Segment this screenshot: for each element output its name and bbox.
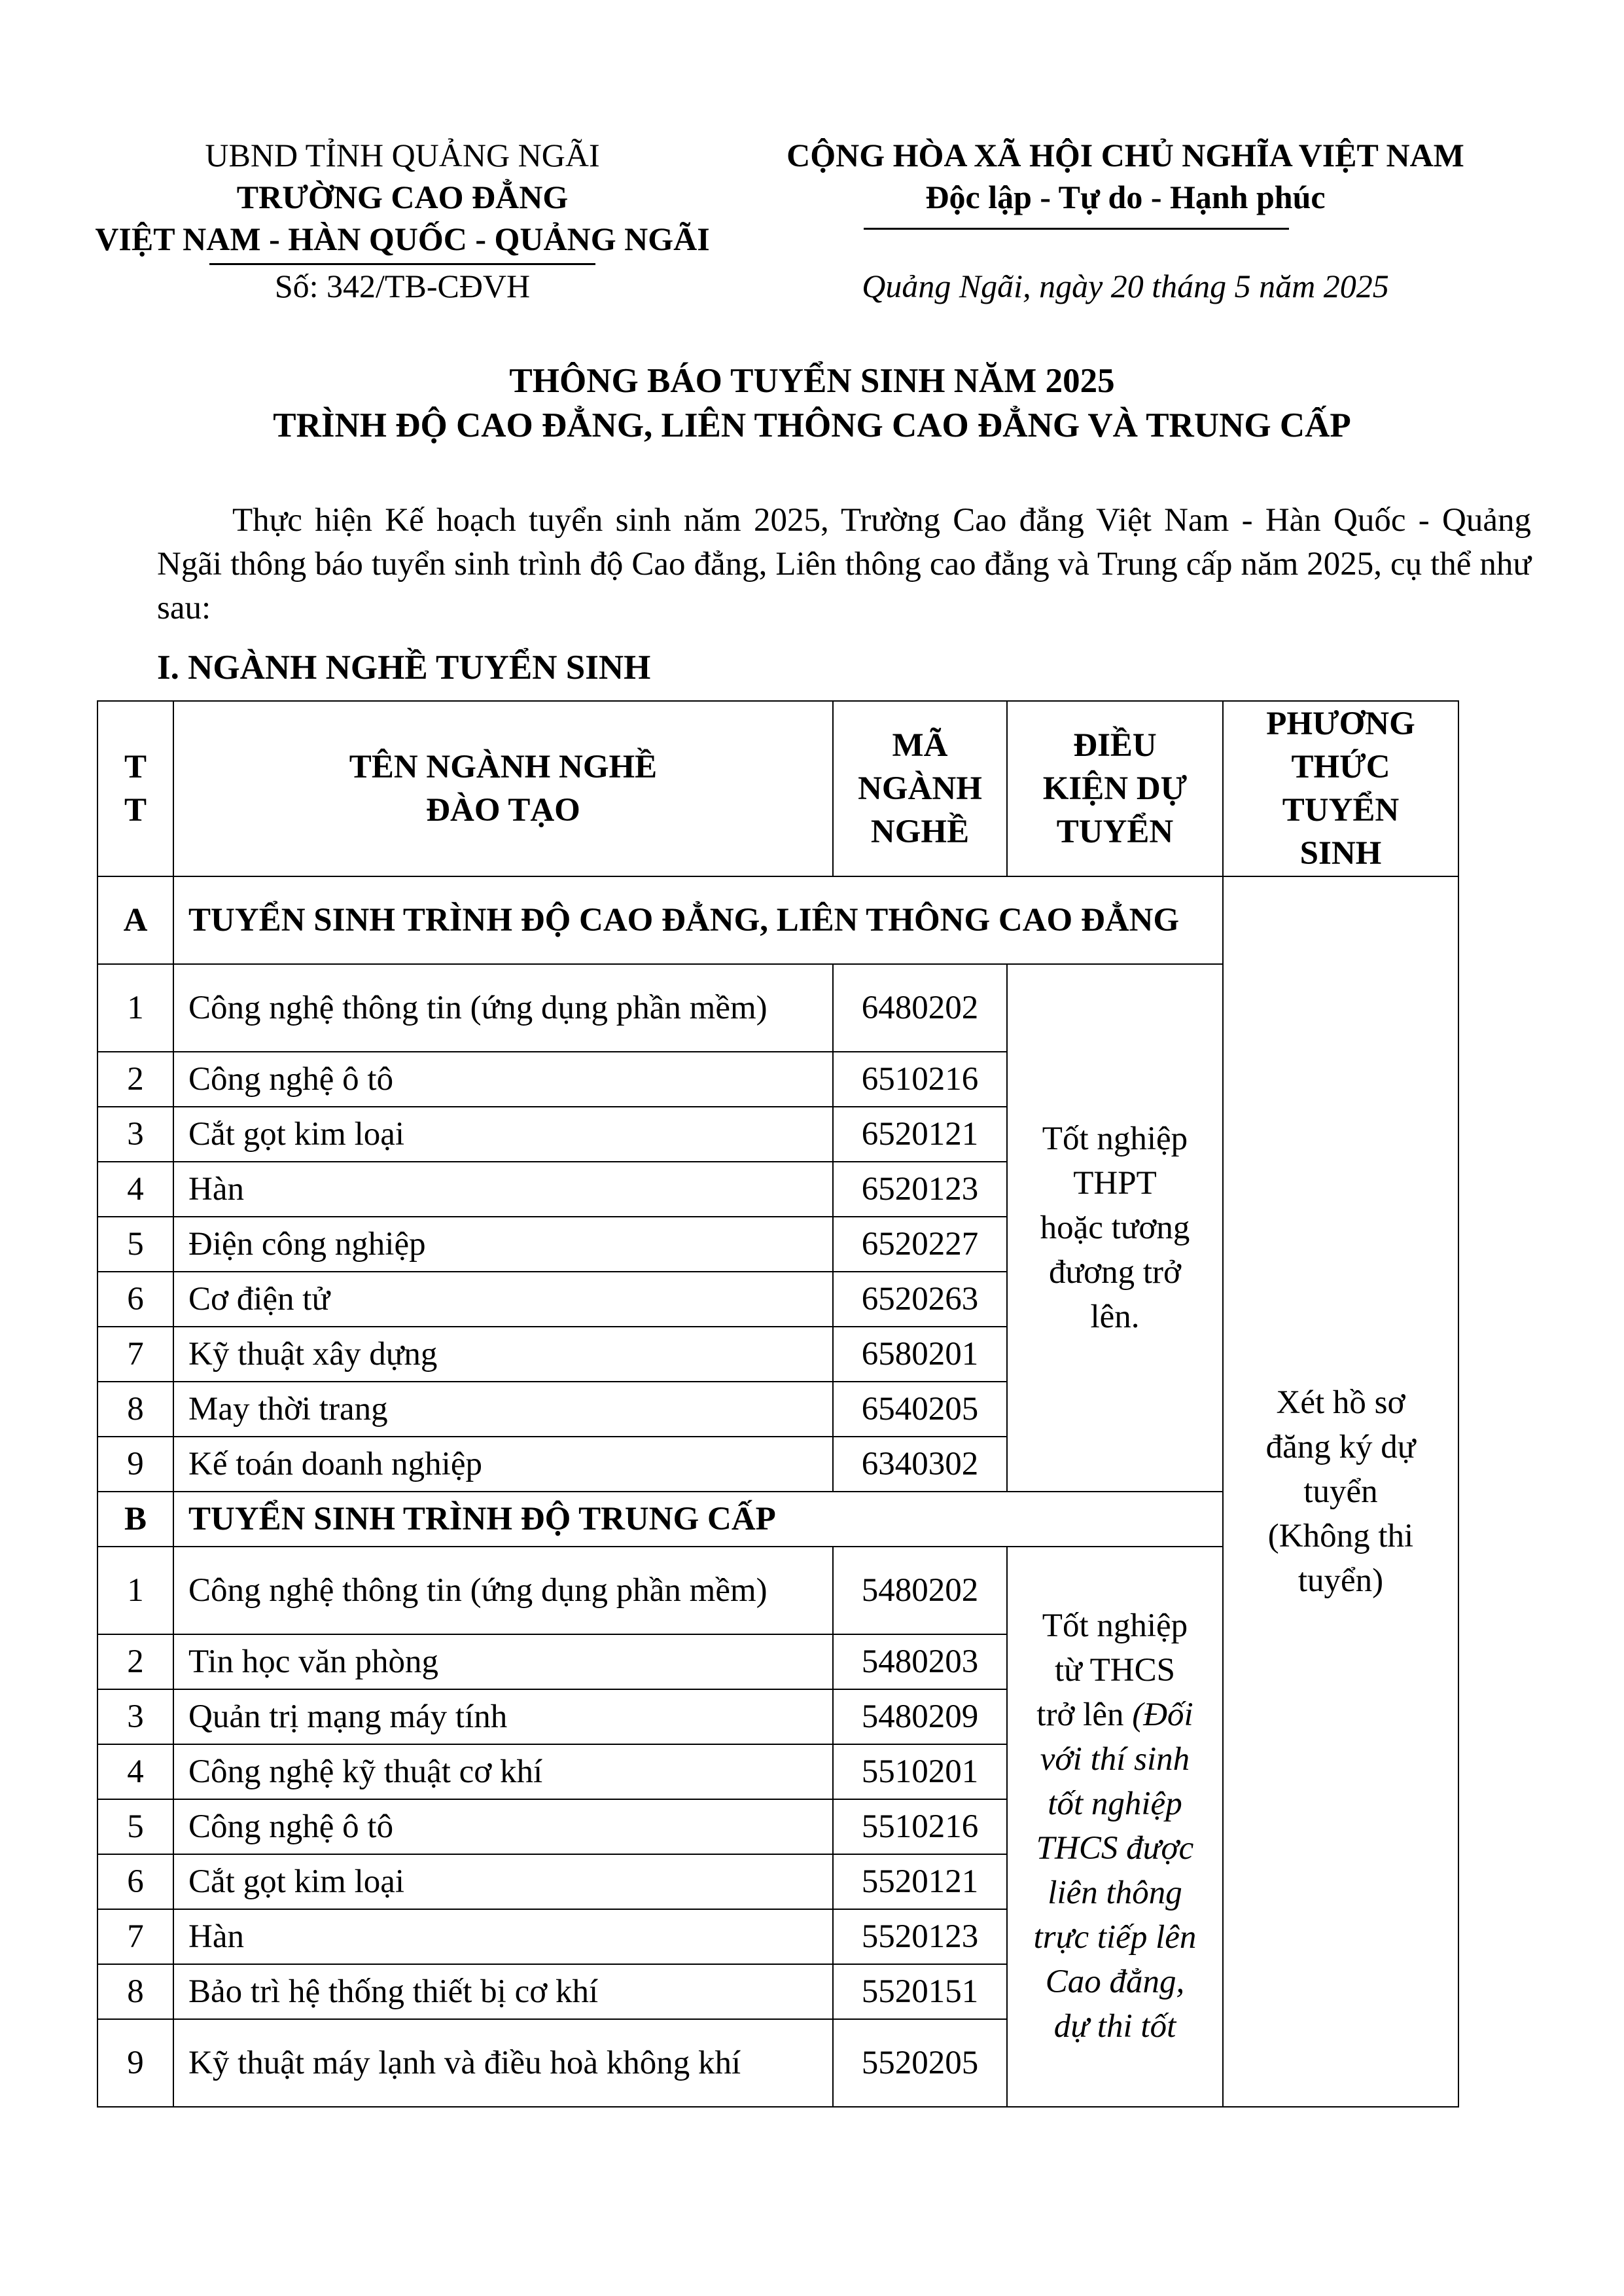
- national-motto: Độc lập - Tự do - Hạnh phúc: [925, 179, 1326, 215]
- place-date: Quảng Ngãi, ngày 20 tháng 5 năm 2025: [862, 268, 1389, 304]
- issuer-school-line2: VIỆT NAM - HÀN QUỐC - QUẢNG NGÃI: [95, 221, 710, 257]
- table-row: 3 Quản trị mạng máy tính 5480209: [97, 1689, 1458, 1744]
- group-a-label: A: [97, 876, 173, 964]
- group-b-condition-plain: Tốt nghiệp từ THCS trở lên: [1036, 1607, 1188, 1733]
- admission-method: Xét hồ sơ đăng ký dự tuyển (Không thi tuyển): [1223, 876, 1458, 2107]
- motto-underline: [864, 228, 1289, 230]
- table-row: 9 Kế toán doanh nghiệp 6340302: [97, 1437, 1458, 1492]
- table-row: 9 Kỹ thuật máy lạnh và điều hoà không khí 5520205: [97, 2019, 1458, 2107]
- section-heading: I. NGÀNH NGHỀ TUYỂN SINH: [157, 649, 651, 687]
- header-method: PHƯƠNG THỨC TUYỂN SINH: [1223, 701, 1458, 876]
- group-b-title: TUYỂN SINH TRÌNH ĐỘ TRUNG CẤP: [173, 1492, 1223, 1547]
- header-code: MÃ NGÀNH NGHỀ: [833, 701, 1007, 876]
- intro-paragraph: [157, 499, 1531, 630]
- issuer-block: [92, 134, 713, 260]
- table-row: 1 Công nghệ thông tin (ứng dụng phần mềm) 5480202 Tốt nghiệp từ THCS trở lên (Đối với thí sinh tốt nghiệp THCS được liên thông trực tiếp lên Cao đẳng, dự thi tốt: [97, 1547, 1458, 1634]
- admission-table: [97, 700, 1459, 2108]
- table-row: 7 Hàn 5520123: [97, 1909, 1458, 1964]
- header-name: TÊN NGÀNH NGHỀ ĐÀO TẠO: [173, 701, 833, 876]
- issuer-authority: UBND TỈNH QUẢNG NGÃI: [205, 137, 600, 173]
- national-motto-block: [720, 134, 1531, 218]
- header-tt: T T: [97, 701, 173, 876]
- header-condition: ĐIỀU KIỆN DỰ TUYỂN: [1007, 701, 1223, 876]
- document-number: Số: 342/TB-CĐVH: [274, 268, 531, 304]
- table-row: 4 Công nghệ kỹ thuật cơ khí 5510201: [97, 1744, 1458, 1799]
- table-row: 5 Điện công nghiệp 6520227: [97, 1217, 1458, 1272]
- table-row: 7 Kỹ thuật xây dựng 6580201: [97, 1327, 1458, 1382]
- table-row: 3 Cắt gọt kim loại 6520121: [97, 1107, 1458, 1162]
- table-row: 6 Cơ điện tử 6520263: [97, 1272, 1458, 1327]
- group-b-condition-note: (Đối với thí sinh tốt nghiệp THCS được liên thông trực tiếp lên Cao đẳng, dự thi tốt: [1033, 1696, 1197, 2045]
- issuer-underline: [209, 263, 595, 265]
- issuer-school-line1: TRƯỜNG CAO ĐẲNG: [236, 179, 569, 215]
- table-row: 2 Tin học văn phòng 5480203: [97, 1634, 1458, 1689]
- country-name: CỘNG HÒA XÃ HỘI CHỦ NGHĨA VIỆT NAM: [786, 137, 1464, 173]
- table-row: 8 May thời trang 6540205: [97, 1382, 1458, 1437]
- table-row: 1 Công nghệ thông tin (ứng dụng phần mềm) 6480202 Tốt nghiệp THPT hoặc tương đương trở lên.: [97, 964, 1458, 1052]
- table-row: 8 Bảo trì hệ thống thiết bị cơ khí 5520151: [97, 1964, 1458, 2019]
- group-b-label: B: [97, 1492, 173, 1547]
- table-row: 2 Công nghệ ô tô 6510216: [97, 1052, 1458, 1107]
- table-row: 4 Hàn 6520123: [97, 1162, 1458, 1217]
- group-a-title: TUYỂN SINH TRÌNH ĐỘ CAO ĐẲNG, LIÊN THÔNG CAO ĐẲNG: [173, 876, 1223, 964]
- group-b-condition: [1007, 1547, 1223, 2107]
- group-a-condition: Tốt nghiệp THPT hoặc tương đương trở lên.: [1007, 964, 1223, 1492]
- intro-text: Thực hiện Kế hoạch tuyển sinh năm 2025, Trường Cao đẳng Việt Nam - Hàn Quốc - Quảng Ngãi thông báo tuyển sinh trình độ Cao đẳng, Liên thông cao đẳng và Trung cấp năm 2025, cụ thể như sau:: [157, 502, 1531, 626]
- table-header-row: [97, 701, 1458, 876]
- group-row-a: [97, 876, 1458, 964]
- table-row: 6 Cắt gọt kim loại 5520121: [97, 1854, 1458, 1909]
- document-title: THÔNG BÁO TUYỂN SINH NĂM 2025: [509, 362, 1115, 400]
- document-subtitle: TRÌNH ĐỘ CAO ĐẲNG, LIÊN THÔNG CAO ĐẲNG VÀ TRUNG CẤP: [273, 406, 1351, 444]
- table-row: 5 Công nghệ ô tô 5510216: [97, 1799, 1458, 1854]
